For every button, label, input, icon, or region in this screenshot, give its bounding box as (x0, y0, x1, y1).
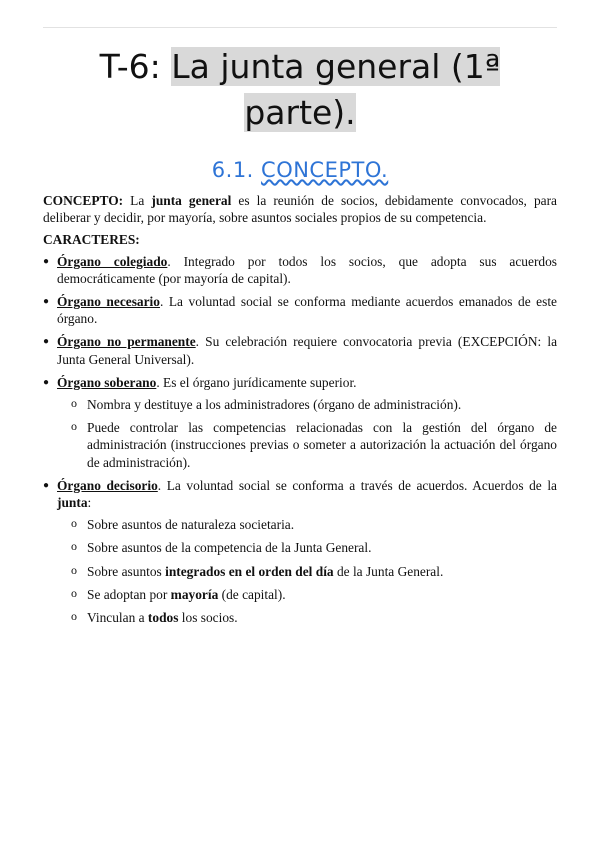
item-term: Órgano necesario (57, 294, 160, 310)
page-top-rule (43, 27, 557, 28)
item-term: Órgano no permanente (57, 334, 196, 350)
sub-text: los socios. (178, 610, 238, 626)
title-highlight-line-1: La junta general (1ª (171, 47, 501, 86)
sub-text: Sobre asuntos (87, 563, 166, 579)
section-heading-text: CONCEPTO. (261, 158, 389, 182)
item-bold-end: junta (57, 495, 88, 511)
list-item (43, 477, 557, 626)
concepto-bold-term: junta general (151, 193, 232, 208)
sub-list-item (57, 609, 557, 626)
sub-list-item: o Sobre asuntos de la competencia de la Junta General. (57, 539, 557, 556)
item-text: . La voluntad social se conforma mediante acuerdos emanados de este órgano. (57, 294, 557, 327)
soberano-sublist (57, 396, 557, 471)
sub-list-item: o Puede controlar las competencias relacionadas con la gestión del órgano de administración (instrucciones previas o someter a autorización la actuación del órgano de administración). (57, 419, 557, 471)
sub-text: de la Junta General. (333, 563, 444, 579)
concepto-label: CONCEPTO: (43, 193, 124, 208)
item-term: Órgano colegiado (57, 253, 168, 269)
list-item (43, 293, 557, 327)
item-text: . Su celebración requiere convocatoria previa (EXCEPCIÓN: la Junta General Universal). (57, 334, 558, 367)
sub-list-item (57, 586, 557, 603)
sub-text: Vinculan a (87, 610, 148, 626)
sub-text: Se adoptan por (87, 586, 171, 602)
section-number: 6.1. (211, 158, 262, 182)
sub-text: (de capital). (218, 586, 286, 602)
concepto-text-1: La (123, 193, 152, 208)
document-body (43, 192, 557, 632)
section-heading (43, 158, 557, 182)
list-item (43, 333, 557, 367)
sub-list-item: o Nombra y destituye a los administradores (órgano de administración). (57, 396, 557, 413)
item-term: Órgano decisorio (57, 477, 158, 493)
item-text: . Integrado por todos los socios, que adopta sus acuerdos democráticamente (por mayoría de capital). (57, 253, 557, 286)
list-item (43, 253, 557, 287)
concepto-text-2: es la reunión de socios, debidamente convocados, para deliberar y decidir, por mayoría, sobre asuntos sociales propios de su competencia. (43, 193, 558, 226)
list-item (43, 374, 557, 471)
title-highlight-line-2: parte). (244, 93, 356, 132)
sub-list-item (57, 563, 557, 580)
sub-bold: mayoría (170, 586, 219, 602)
sub-bold: todos (147, 610, 179, 626)
caracteres-list (43, 253, 557, 627)
item-term: Órgano soberano (57, 374, 157, 390)
sub-list-item: o Sobre asuntos de naturaleza societaria. (57, 516, 557, 533)
caracteres-label: CARACTERES: (43, 232, 140, 248)
item-text: . Es el órgano jurídicamente superior. (156, 374, 357, 390)
title-prefix: T-6: (99, 47, 172, 86)
item-text: . La voluntad social se conforma a través de acuerdos. Acuerdos de la (157, 477, 557, 493)
decisorio-sublist (57, 516, 557, 626)
page-title (43, 44, 557, 136)
sub-bold: integrados en el orden del día (165, 563, 334, 579)
item-tail: : (87, 495, 92, 511)
concepto-paragraph (43, 192, 557, 226)
